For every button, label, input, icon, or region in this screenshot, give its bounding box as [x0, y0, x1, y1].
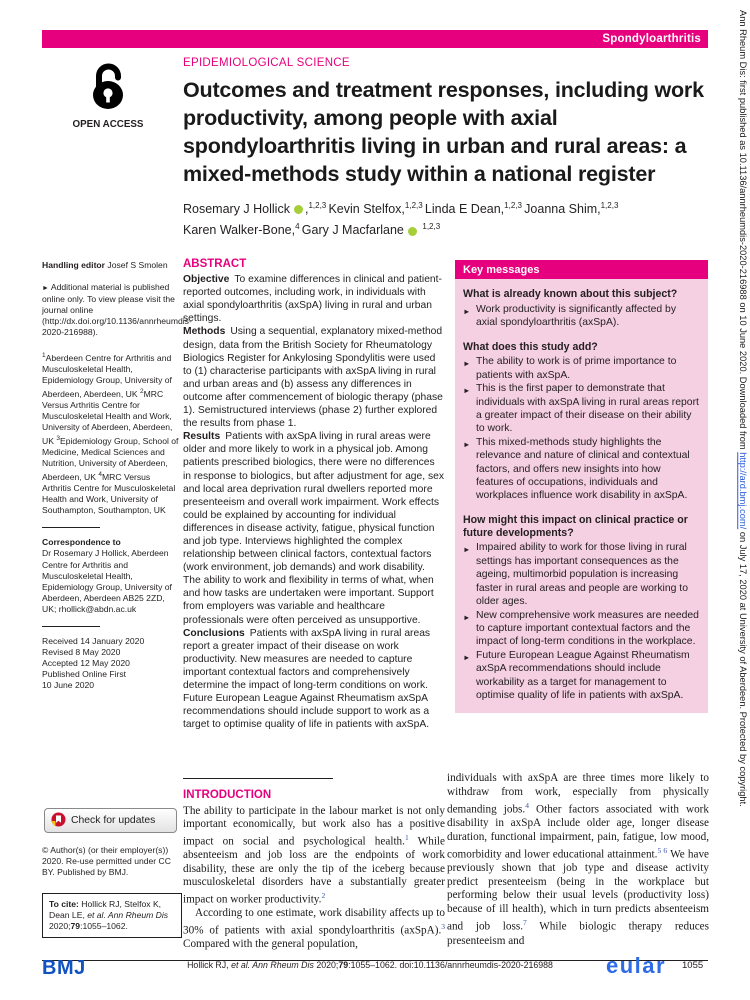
arrow-bullet-icon: ►	[42, 285, 49, 293]
article-title: Outcomes and treatment responses, including work productivity, among people with axial spondyloarthritis living in urban and rural areas: a mixed-methods study within a national register	[183, 78, 704, 186]
intro-paragraph-1: The ability to participate in the labour market is not only important economically, but work also has a positive impact on social and psychological health.$^1$ While absenteeism and job loss are the endpoints of work disability, these are only the tip of the iceberg because musculoskeletal disorders have a substantially greater impact on worker productivity.$^2$	[183, 805, 445, 906]
introduction-heading: INTRODUCTION	[183, 789, 272, 801]
abstract-conclusions: Conclusions Patients with axSpA living in rural areas report a greater impact of their disease on work productivity. New measures are needed to capture important contextual factors and comprehensively determine the impact of long-term conditions on work. Future European League Against Rheumatism axSpA recommendations should include support to work as a target to optimise quality of life in patients with axSpA.	[183, 627, 431, 731]
open-access-label: OPEN ACCESS	[72, 119, 144, 130]
abstract-section	[183, 258, 445, 731]
abstract-results: Results Patients with axSpA living in rural areas were older and more likely to work in a physical job. Among patients prescribed biologics, there were no differences in response to biologics, but after adjustment for age, sex and local area deprivation rural dwellers reported more presenteeism and overall work impairment. Work effects could be explained by accounting for individual differences in disease activity, fatigue, physical function and job type. Interviews highlighted the complex relationship between clinical factors, contextual factors (work environment, job demands) and work disability. The ability to work and flexibility in terms of what, when and how tasks are undertaken were important. Support from employers was variable and healthcare professionals were often perceived as unsupportive.	[183, 431, 445, 626]
author: Kevin Stelfox,$^{1,2,3}$	[328, 201, 425, 217]
side-copyright-note	[722, 10, 749, 992]
km-heading-impact: How might this impact on clinical practice or future developments?	[463, 513, 688, 539]
open-access-icon	[84, 99, 132, 116]
key-messages-title: Key messages	[455, 260, 708, 279]
body-column-left	[183, 805, 445, 951]
km-bullet-item: ► Work productivity is significantly affected by axial spondyloarthritis (axSpA).	[463, 303, 677, 329]
topic-banner-label: Spondyloarthritis	[602, 33, 701, 45]
abstract-methods: Methods Using a sequential, explanatory mixed-method design, data from the British Society for Rheumatology Biologics Register for Ankylosing Spondylitis were used to (1) characterise participants with axSpA living in rural and urban areas and (b) assess any differences in outcome after commencement of biologic therapy (phase 1). Semistructured interviews (phase 2) further explored the results from phase 1.	[183, 326, 443, 430]
reference-marker: 2	[321, 890, 326, 900]
km-bullet-item: ► The ability to work is of prime importance to patients with axSpA.	[463, 356, 677, 381]
author: Karen Walker-Bone,$^4$	[183, 222, 302, 238]
author-list	[183, 197, 723, 239]
additional-material-note: ► Additional material is published online only. To view please visit the journal online (http://dx.doi.org/10.1136/annrheumdis-2020-216988).	[42, 282, 192, 338]
km-heading-known: What is already known about this subject?	[463, 288, 678, 300]
sidebar-metadata	[42, 260, 192, 691]
km-bullet-item: ► This is the first paper to demonstrate that individuals with axSpA living in rural areas report a greater impact of their disease on their ability to work.	[463, 383, 699, 435]
key-messages-box	[455, 260, 708, 713]
crossmark-icon	[51, 812, 66, 830]
sidebar-divider	[42, 626, 100, 627]
article-type-label: EPIDEMIOLOGICAL SCIENCE	[183, 57, 350, 69]
abstract-objective: Objective To examine differences in clinical and patient-reported outcomes, including work, in individuals with axial spondyloarthritis (axSpA) living in rural and urban settings.	[183, 274, 442, 325]
km-bullet-item: ► New comprehensive work measures are needed to capture important contextual factors and the impact of long-term conditions in the workplace.	[463, 609, 699, 648]
km-bullet-item: ► Impaired ability to work for those living in rural settings has important consequences as the ageing, multimorbid population is increasing faster in rural areas and people are working to older ages.	[463, 542, 688, 608]
arrow-bullet-icon: ►	[463, 545, 471, 555]
body-column-right	[447, 772, 709, 948]
arrow-bullet-icon: ►	[463, 386, 471, 396]
topic-banner	[42, 30, 708, 48]
reference-marker: 5 6	[657, 846, 668, 856]
check-for-updates-label: Check for updates	[71, 815, 156, 826]
reference-marker: 3	[441, 922, 445, 932]
side-note-text-1: Ann Rheum Dis: first published as 10.1136/annrheumdis-2020-216988 on 10 June 2020. Downloaded from	[738, 10, 748, 453]
abstract-end-rule	[183, 778, 333, 779]
side-note-link[interactable]: http://ard.bmj.com/	[738, 452, 748, 530]
handling-editor: Handling editor Josef S Smolen	[42, 260, 168, 270]
side-note-text-2: on July 17, 2020 at University of Aberdeen. Protected by copyright.	[738, 529, 748, 807]
author: Linda E Dean,$^{1,2,3}$	[424, 201, 525, 217]
reference-marker: 4	[525, 801, 529, 810]
arrow-bullet-icon: ►	[463, 612, 471, 622]
open-access-block	[72, 60, 144, 130]
footer-citation: Hollick RJ, et al. Ann Rheum Dis 2020;79:1055–1062. doi:10.1136/annrheumdis-2020-216988	[187, 960, 553, 970]
arrow-bullet-icon: ►	[463, 439, 471, 449]
orcid-icon	[294, 205, 303, 214]
km-bullet-item: ► This mixed-methods study highlights the relevance and nature of clinical and contextual factors, and offers new insights into how features of occupations, individuals and workplaces influence work disability in axSpA.	[463, 436, 690, 502]
to-cite-box: To cite: Hollick RJ, Stelfox K, Dean LE, et al. Ann Rheum Dis 2020;79:1055–1062.	[42, 893, 182, 938]
correspondence: Correspondence to Dr Rosemary J Hollick, Aberdeen Centre for Arthritis and Musculoskeletal Health, Epidemiology Group, University of Aberdeen, Aberdeen AB25 2ZD, UK; rhollick@abdn.ac.uk	[42, 537, 172, 614]
km-bullet-item: ► Future European League Against Rheumatism axSpA recommendations should include workability as a target for management to optimise quality of life in patients with axSpA.	[463, 649, 690, 701]
reference-marker: 7	[523, 918, 527, 928]
reference-marker: 1	[404, 833, 409, 843]
orcid-icon	[408, 227, 417, 236]
eular-logo: eular	[606, 953, 667, 978]
page-number: 1055	[682, 960, 704, 971]
arrow-bullet-icon: ►	[463, 359, 471, 369]
intro-paragraph-2: According to one estimate, work disability affects up to 30% of patients with axial spondyloarthritis (axSpA).$^3$ Compared with the general population,	[183, 906, 445, 951]
sidebar-divider	[42, 527, 100, 528]
check-for-updates-button[interactable]	[44, 808, 177, 833]
intro-paragraph-continued: individuals with axSpA are three times more likely to withdraw from work, especially from physically demanding jobs.$^4$ Other factors associated with work disability in axSpA include older age, longer disease duration, functional impairment, pain, fatigue, low mood, comorbidity and lower educational attainment.$^{5 6}$ We have previously shown that job type and disease activity predict presenteeism (being in the workplace but performing below their usual levels (productivity loss) because of ill health), which in turn predicts absenteeism and job loss.$^7$ While biologic therapy reduces presenteeism and	[447, 772, 709, 947]
author: Joanna Shim,$^{1,2,3}$	[524, 201, 619, 217]
arrow-bullet-icon: ►	[463, 652, 471, 662]
affiliations: $^1$Aberdeen Centre for Arthritis and Musculoskeletal Health, Epidemiology Group, University of Aberdeen, Aberdeen, UK $^2$MRC Versus Arthritis Centre for Musculoskeletal Health and Work, University of Aberdeen, Aberdeen, UK $^3$Epidemiology Group, School of Medicine, Medical Sciences and Nutrition, University of Aberdeen, Aberdeen, UK $^4$MRC Versus Arthritis Centre for Musculoskeletal Health and Work, University of Southampton, Southampton, UK	[42, 351, 179, 516]
article-dates: Received 14 January 2020 Revised 8 May 2020 Accepted 12 May 2020 Published Online First 10 June 2020	[42, 635, 145, 691]
bmj-logo: BMJ	[42, 957, 86, 979]
to-cite-label: To cite:	[49, 899, 79, 909]
copyright-statement: © Author(s) (or their employer(s)) 2020. Re-use permitted under CC BY. Published by BMJ.	[42, 845, 171, 878]
author: Gary J Macfarlane $^{1,2,3}$	[301, 222, 441, 238]
key-messages-body	[455, 279, 708, 713]
abstract-heading: ABSTRACT	[183, 258, 247, 270]
km-heading-adds: What does this study add?	[463, 340, 598, 353]
author: Rosemary J Hollick ,$^{1,2,3}$	[183, 201, 329, 217]
arrow-bullet-icon: ►	[463, 306, 471, 316]
